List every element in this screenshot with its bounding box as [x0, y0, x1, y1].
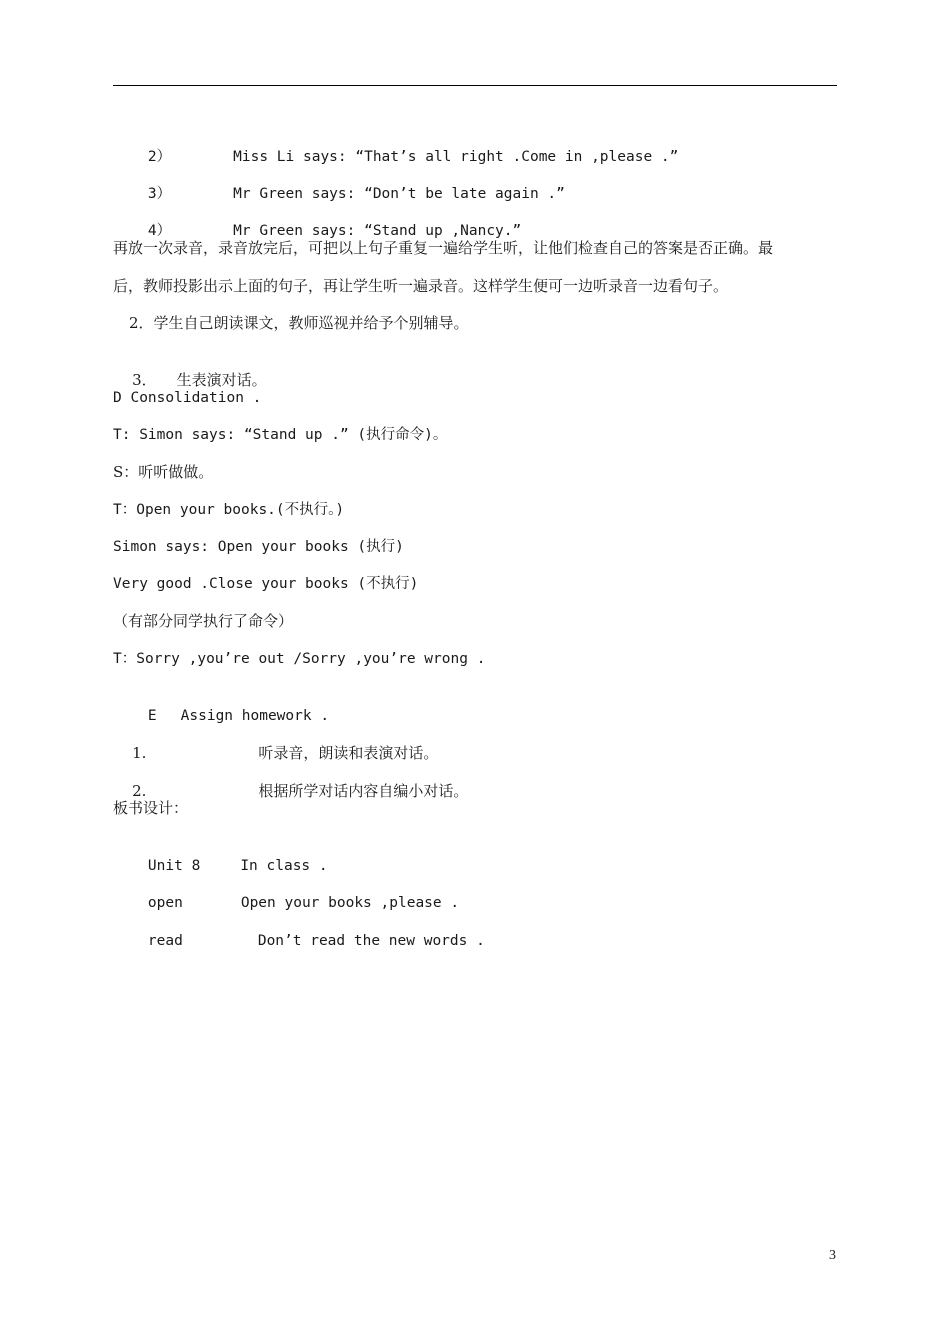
header-rule [113, 85, 837, 86]
very-good-line: Very good .Close your books (不执行) [113, 576, 419, 592]
paragraph-line-1: 再放一次录音，录音放完后，可把以上句子重复一遍给学生听，让他们检查自己的答案是否正确。最 [113, 239, 774, 257]
board-design-heading: 板书设计： [113, 799, 189, 817]
homework-number: 2. [132, 782, 147, 800]
student-line-1: S：听听做做。 [113, 463, 214, 481]
line-number: 3） [147, 186, 172, 202]
page-number: 3 [829, 1248, 836, 1263]
board-text: In class . [240, 858, 328, 874]
homework-text: 根据所学对话内容自编小对话。 [258, 782, 469, 800]
section-d-heading: D Consolidation . [113, 390, 262, 406]
teacher-line-3: T：Sorry ,you’re out /Sorry ,you’re wrong . [113, 651, 486, 667]
line-number: 2） [147, 149, 172, 165]
paragraph-line-2: 后，教师投影出示上面的句子，再让学生听一遍录音。这样学生便可一边听录音一边看句子。 [113, 277, 729, 295]
teacher-line-1: T: Simon says: “Stand up .” (执行命令)。 [113, 427, 448, 443]
note-line: （有部分同学执行了命令） [113, 612, 294, 630]
board-text: Open your books ,please . [240, 895, 460, 911]
line-text: Mr Green says: “Don’t be late again .” [233, 186, 565, 202]
section-text: Assign homework . [180, 708, 330, 724]
board-text: Don’t read the new words . [257, 933, 485, 949]
line-text: Miss Li says: “That’s all right .Come in ,please .” [233, 149, 679, 165]
line-text: Mr Green says: “Stand up ,Nancy.” [233, 223, 522, 239]
step-number: 3． [132, 371, 157, 389]
board-label: Unit 8 [147, 858, 201, 874]
step-text: 生表演对话。 [176, 371, 267, 389]
board-label: read [147, 933, 183, 949]
board-read-line [113, 911, 485, 971]
step-2: 2．学生自己朗读课文，教师巡视并给予个别辅导。 [129, 314, 469, 332]
simon-line: Simon says: Open your books (执行) [113, 539, 404, 555]
homework-number: 1. [132, 744, 147, 762]
section-label: E [147, 708, 157, 724]
board-label: open [147, 895, 183, 911]
homework-text: 听录音，朗读和表演对话。 [258, 744, 439, 762]
line-number: 4） [147, 223, 172, 239]
teacher-line-2: T：Open your books.(不执行。) [113, 502, 345, 518]
